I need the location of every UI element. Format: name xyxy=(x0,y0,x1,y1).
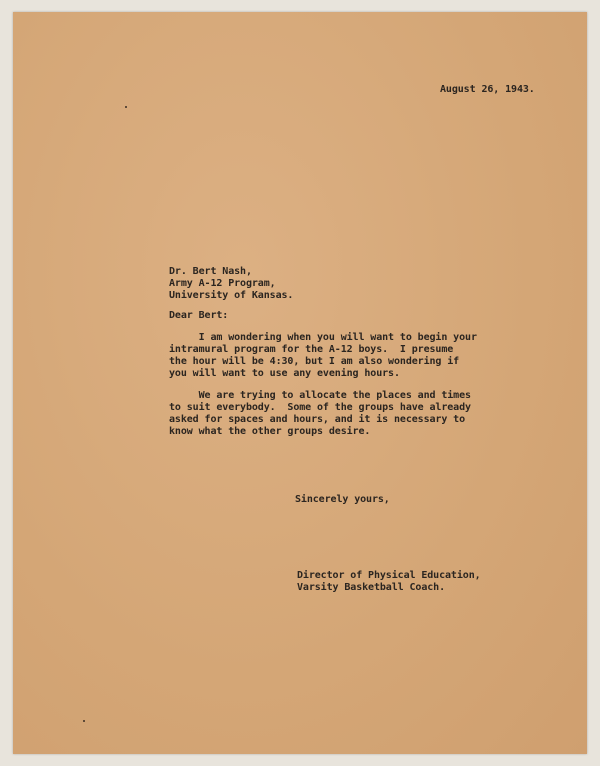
body-line: asked for spaces and hours, and it is necessary to xyxy=(169,414,466,425)
signature-block xyxy=(297,570,481,594)
recipient-line: Army A-12 Program, xyxy=(169,278,276,289)
body-line: I am wondering when you will want to begin your xyxy=(169,332,477,343)
body-line: to suit everybody. Some of the groups have already xyxy=(169,402,471,413)
body-line: you will want to use any evening hours. xyxy=(169,368,400,379)
salutation: Dear Bert: xyxy=(169,310,229,321)
closing: Sincerely yours, xyxy=(295,494,390,505)
body-line: We are trying to allocate the places and times xyxy=(169,390,471,401)
body-paragraph-2 xyxy=(169,390,471,438)
signature-line: Director of Physical Education, xyxy=(297,570,481,581)
recipient-line: University of Kansas. xyxy=(169,290,294,301)
letter-date: August 26, 1943. xyxy=(440,84,535,95)
paper-speck xyxy=(125,106,127,108)
letter-page xyxy=(13,12,587,754)
body-line: the hour will be 4:30, but I am also wondering if xyxy=(169,356,460,367)
signature-line: Varsity Basketball Coach. xyxy=(297,582,446,593)
recipient-address xyxy=(169,266,293,302)
body-paragraph-1 xyxy=(169,332,477,380)
body-line: know what the other groups desire. xyxy=(169,426,371,437)
body-line: intramural program for the A-12 boys. I presume xyxy=(169,344,454,355)
recipient-line: Dr. Bert Nash, xyxy=(169,266,252,277)
paper-speck xyxy=(83,720,85,722)
